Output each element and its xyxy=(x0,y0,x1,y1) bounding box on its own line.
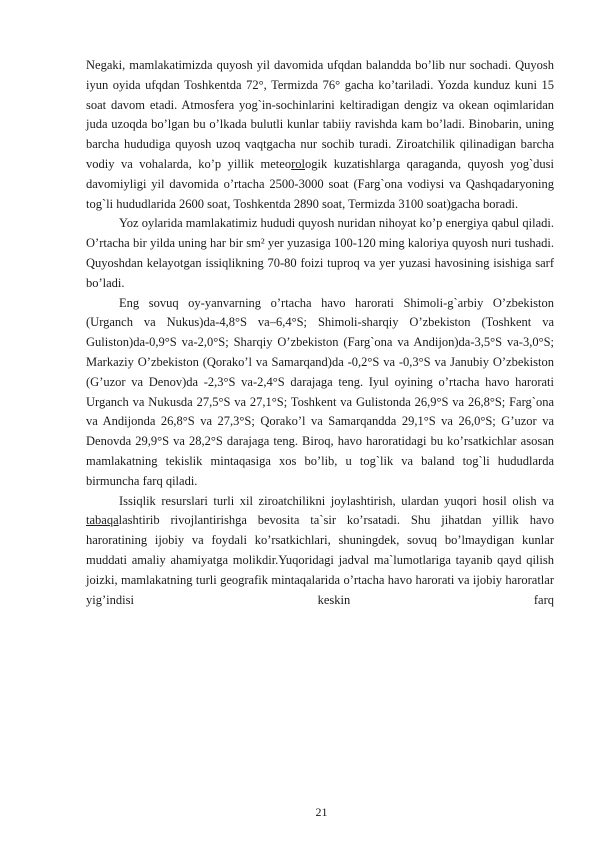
paragraph-heat-text-start: Issiqlik resurslari turli xil ziroatchilikni joylashtirish, ulardan yuqori hosil olish va xyxy=(119,493,554,508)
page-number: 21 xyxy=(315,805,328,819)
paragraph-sunshine-text-start: Negaki, mamlakatimizda quyosh yil davomida ufqdan balandda bo’lib nur sochadi. Quyosh iyun oyida ufqdan Toshkentda 72°, Termizda 76° gacha ko’tariladi. Yozda kunduz kuni 15 soat davom etadi. Atmosfera yog`in-sochinlarini keltiradigan dengiz va okean oqimlaridan juda uzoqda bo’lgan bu o’lkada bulutli kunlar tabiiy ravishda kam bo’ladi. Binobarin, uning barcha hududiga quyosh uzoq vaqtgacha nur sochib turadi. Ziroatchilik qilinadigan barcha vodiy va vohalarda, ko’p yillik meteo xyxy=(86,58,554,171)
paragraph-sunshine xyxy=(86,56,554,214)
hyperlink-tabaqa[interactable]: tabaqa xyxy=(86,513,119,528)
hyperlink-rol[interactable]: rol xyxy=(291,156,305,171)
paragraph-solar-energy: Yoz oylarida mamlakatimiz hududi quyosh nuridan nihoyat ko’p energiya qabul qiladi. O’rtacha bir yilda uning har bir sm² yer yuzasiga 100-120 ming kaloriya quyosh nuri tushadi. Quyoshdan kelayotgan issiqlikning 70-80 foizi tuproq va yer yuzasi havosining isishiga sarf bo’ladi. xyxy=(86,216,554,290)
document-page xyxy=(86,56,554,610)
paragraph-heat-text-end: lashtirib rivojlantirishga bevosita ta`sir ko’rsatadi. Shu jihatdan yillik havo haroratining ijobiy va foydali ko’rsatkichlari, shuningdek, sovuq bo’lmaydigan kunlar muddati amaliy ahamiyatga molikdir.Yuqoridagi jadval ma`lumotlariga tayanib qayd qilish joizki, mamlakatning turli geografik mintaqalarida o’rtacha havo harorati va ijobiy haroratlar yig’indisi keskin farq xyxy=(86,513,554,607)
paragraph-heat-resources xyxy=(86,492,554,611)
paragraph-sunshine-text-end: ogik kuzatishlarga qaraganda, quyosh yog`dusi davomiyligi yil davomida o’rtacha 2500-3000 soat (Farg`ona vodiysi va Qashqadaryoning tog`li hududlarida 2600 soat, Toshkentda 2890 soat, Termizda 3100 soat)gacha boradi. xyxy=(86,156,554,211)
paragraph-temperature: Eng sovuq oy-yanvarning o’rtacha havo harorati Shimoli-g`arbiy O’zbekiston (Urganch va Nukus)da-4,8°S va–6,4°S; Shimoli-sharqiy O’zbekiston (Toshkent va Guliston)da-0,9°S va-2,0°S; Sharqiy O’zbekiston (Farg`ona va Andijon)da-3,5°S va-3,0°S; Markaziy O’zbekiston (Qorako’l va Samarqand)da -0,2°S va -0,3°S va Janubiy O’zbekiston (G’uzor va Denov)da -2,3°S va-2,4°S darajaga teng. Iyul oyining o’rtacha havo harorati Urganch va Nukusda 27,5°S va 27,1°S; Toshkent va Gulistonda 26,9°S va 26,8°S; Farg`ona va Andijonda 26,8°S va 27,3°S; Qorako’l va Samarqandda 29,1°S va 26,0°S; G’uzor va Denovda 29,9°S va 28,2°S darajaga teng. Biroq, havo haroratidagi bu ko’rsatkichlar asosan mamlakatning tekislik mintaqasiga xos bo’lib, u tog`lik va baland tog`li hududlarda birmuncha farq qiladi. xyxy=(86,295,554,488)
